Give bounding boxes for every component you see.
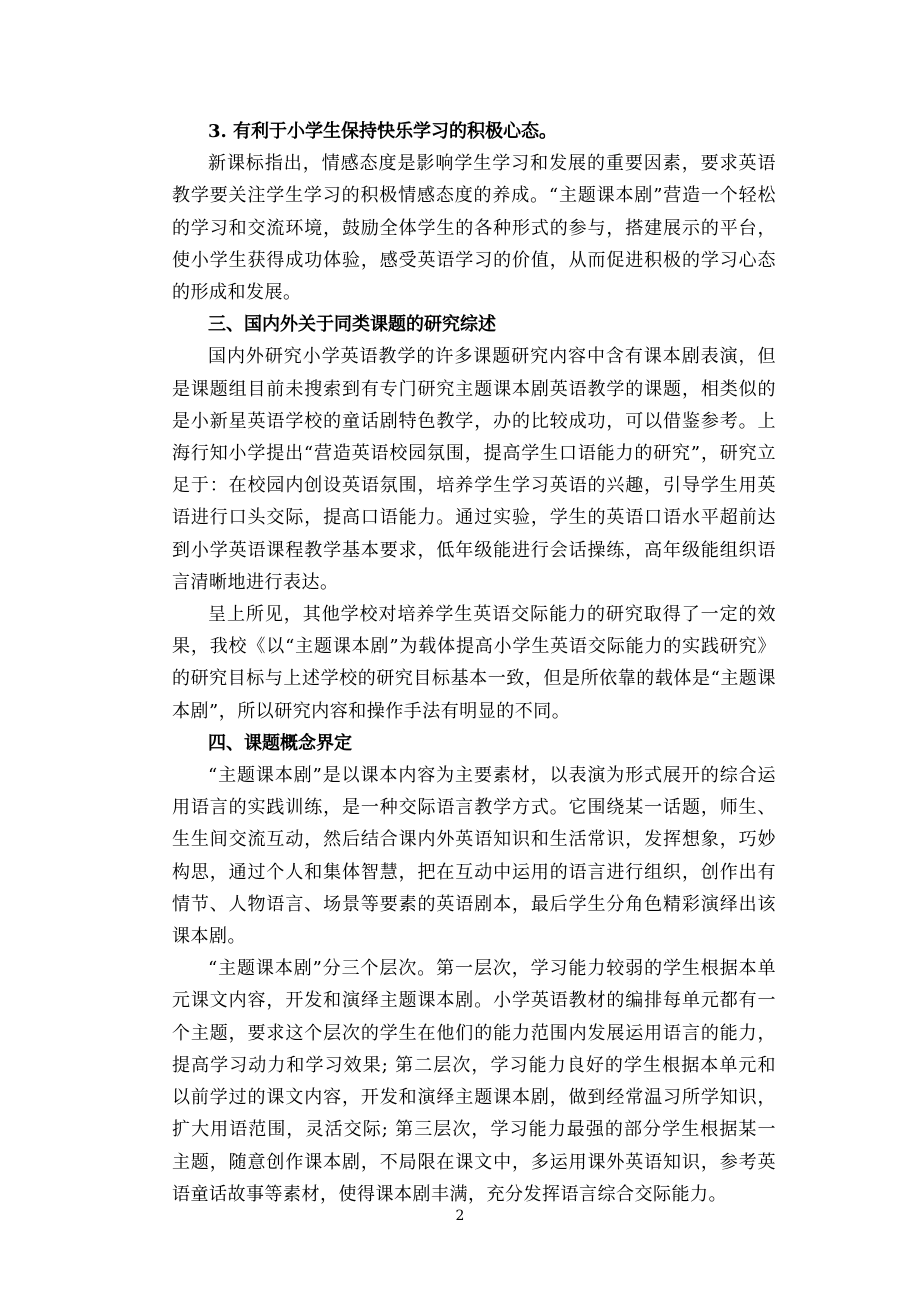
section-research-review xyxy=(172,309,776,728)
paragraph: “主题课本剧”是以课本内容为主要素材，以表演为形式展开的综合运用语言的实践训练，是一种交际语言教学方式。它围绕某一话题，师生、生生间交流互动，然后结合课内外英语知识和生活常识，发挥想象，巧妙构思，通过个人和集体智慧，把在互动中运用的语言进行组织，创作出有情节、人物语言、场景等要素的英语剧本，最后学生分角色精彩演绎出该课本剧。 xyxy=(172,765,776,948)
page-number: 2 xyxy=(455,1208,465,1224)
section-heading: 3. 有利于小学生保持快乐学习的积极心态。 xyxy=(208,121,558,142)
paragraph: “主题课本剧”分三个层次。第一层次，学习能力较弱的学生根据本单元课文内容，开发和演绎主题课本剧。小学英语教材的编排每单元都有一个主题，要求这个层次的学生在他们的能力范围内发展运用语言的能力，提高学习动力和学习效果; 第二层次，学习能力良好的学生根据本单元和以前学过的课文内容，开发和演绎主题课本剧，做到经常温习所学知识，扩大用语范围，灵活交际; 第三层次，学习能力最强的部分学生根据某一主题，随意创作课本剧，不局限在课文中，多运用课外英语知识，参考英语童话故事等素材，使得课本剧丰满，充分发挥语言综合交际能力。 xyxy=(172,958,776,1205)
section-heading: 四、课题概念界定 xyxy=(208,732,352,754)
paragraph: 新课标指出，情感态度是影响学生学习和发展的重要因素，要求英语教学要关注学生学习的积极情感态度的养成。“主题课本剧”营造一个轻松的学习和交流环境，鼓励全体学生的各种形式的参与，搭建展示的平台，使小学生获得成功体验，感受英语学习的价值，从而促进积极的学习心态的形成和发展。 xyxy=(172,153,776,304)
section-concept-definition xyxy=(172,728,776,1211)
section-heading: 三、国内外关于同类课题的研究综述 xyxy=(208,314,496,336)
paragraph: 呈上所见，其他学校对培养学生英语交际能力的研究取得了一定的效果，我校《以“主题课本剧”为载体提高小学生英语交际能力的实践研究》的研究目标与上述学校的研究目标基本一致，但是所依靠的载体是“主题课本剧”，所以研究内容和操作手法有明显的不同。 xyxy=(172,604,776,722)
section-positive-attitude xyxy=(172,116,776,309)
document-body xyxy=(172,116,776,1211)
paragraph: 国内外研究小学英语教学的许多课题研究内容中含有课本剧表演，但是课题组目前未搜索到有专门研究主题课本剧英语教学的课题，相类似的是小新星英语学校的童话剧特色教学，办的比较成功，可以借鉴参考。上海行知小学提出“营造英语校园氛围，提高学生口语能力的研究”，研究立足于：在校园内创设英语氛围，培养学生学习英语的兴趣，引导学生用英语进行口头交际，提高口语能力。通过实验，学生的英语口语水平超前达到小学英语课程教学基本要求，低年级能进行会话操练，高年级能组织语言清晰地进行表达。 xyxy=(172,346,776,593)
